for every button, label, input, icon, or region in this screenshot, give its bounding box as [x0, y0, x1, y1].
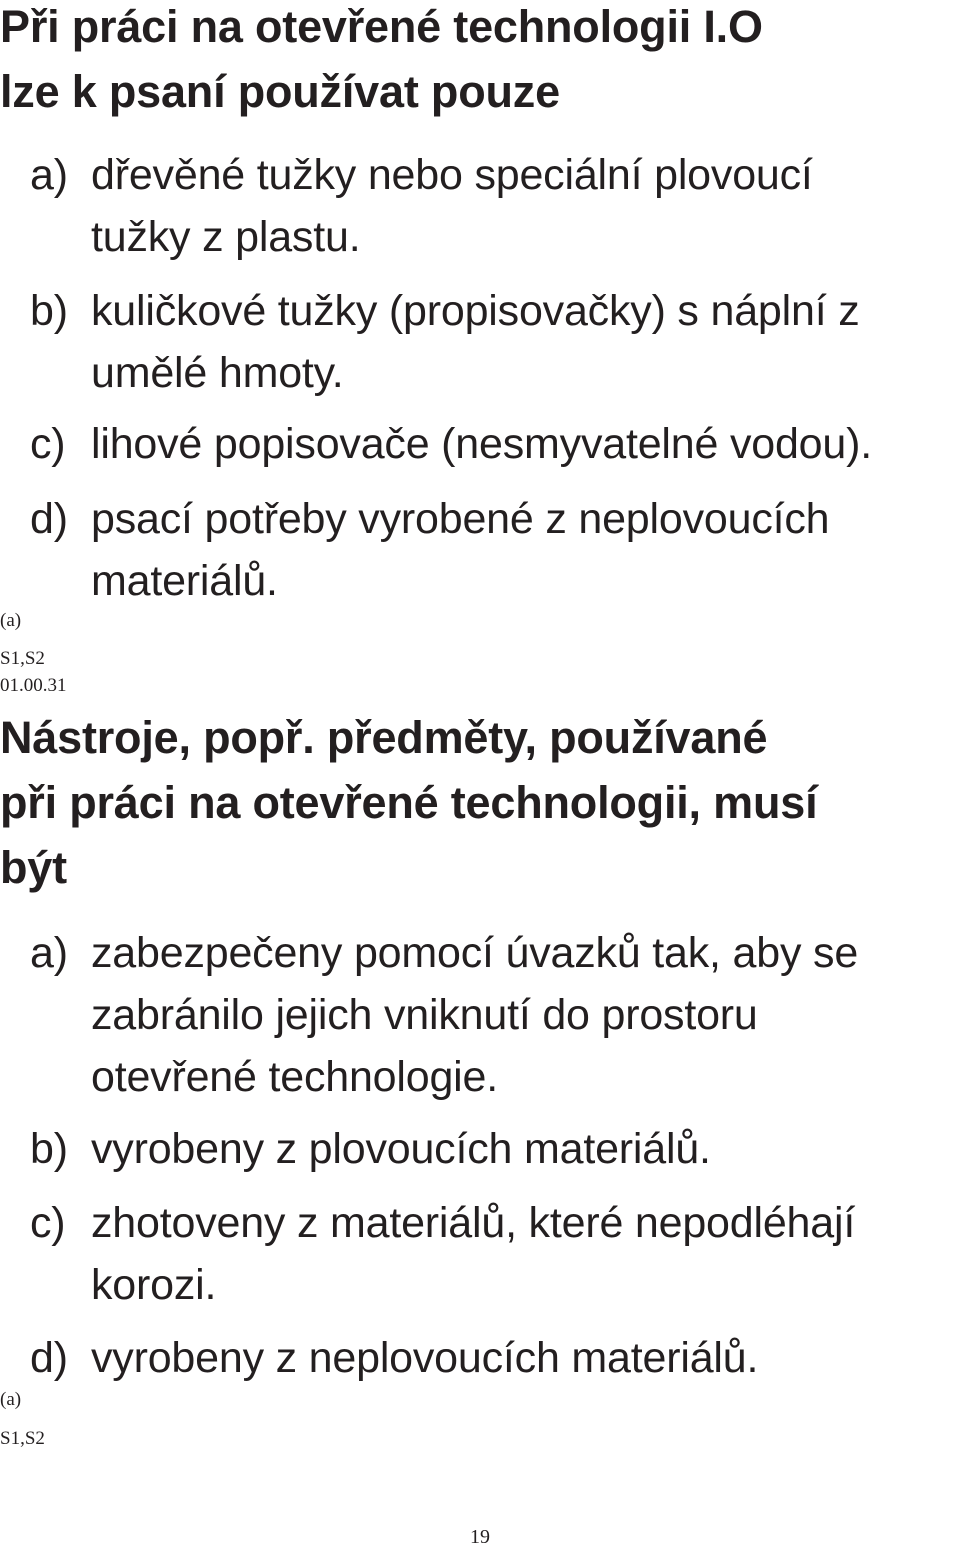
answer-text-line: korozi. — [91, 1261, 217, 1309]
answer-text — [91, 413, 872, 475]
question-2-answer-d[interactable] — [30, 1327, 958, 1389]
question-1-categories: S1,S2 — [0, 648, 45, 669]
answer-letter: c) — [30, 1199, 66, 1247]
question-1-answer-d[interactable] — [30, 488, 958, 612]
answer-text-line: psací potřeby vyrobené z neplovoucích — [91, 495, 830, 543]
answer-text — [91, 1327, 758, 1389]
answer-text-line: dřevěné tužky nebo speciální plovoucí — [91, 151, 813, 199]
answer-letter: b) — [30, 1125, 68, 1173]
answer-text — [91, 280, 860, 404]
answer-text-line: umělé hmoty. — [91, 349, 344, 397]
answer-letter: c) — [30, 420, 66, 468]
question-2-answer-b[interactable] — [30, 1118, 958, 1180]
answer-text-line: tužky z plastu. — [91, 213, 361, 261]
question-2-title-line: Nástroje, popř. předměty, používané — [0, 712, 768, 763]
question-2-correct-answer: (a) — [0, 1389, 22, 1410]
question-1-title — [0, 0, 958, 124]
answer-text-line: zhotoveny z materiálů, které nepodléhají — [91, 1199, 856, 1247]
answer-text-line: lihové popisovače (nesmyvatelné vodou). — [91, 420, 872, 468]
answer-letter: d) — [30, 1334, 68, 1382]
answer-text-line: vyrobeny z neplovoucích materiálů. — [91, 1334, 759, 1382]
question-1-title-line: Při práci na otevřené technologii I.O — [0, 1, 763, 52]
answer-letter: d) — [30, 495, 68, 543]
answer-text — [91, 488, 829, 612]
answer-text-line: zabezpečeny pomocí úvazků tak, aby se — [91, 929, 859, 977]
answer-text — [91, 144, 813, 268]
question-2-title-line: být — [0, 842, 67, 893]
answer-text-line: vyrobeny z plovoucích materiálů. — [91, 1125, 711, 1173]
question-2-answer-c[interactable] — [30, 1192, 958, 1316]
question-2-answer-a[interactable] — [30, 922, 958, 1108]
answer-text — [91, 1192, 855, 1316]
answer-text-line: zabránilo jejich vniknutí do prostoru — [91, 991, 758, 1039]
answer-text — [91, 922, 858, 1108]
answer-text — [91, 1118, 711, 1180]
answer-text-line: kuličkové tužky (propisovačky) s náplní z — [91, 287, 860, 335]
question-1-answer-c[interactable] — [30, 413, 958, 475]
answer-letter: b) — [30, 287, 68, 335]
question-1-answer-b[interactable] — [30, 280, 958, 404]
page-number: 19 — [470, 1526, 490, 1548]
answer-letter: a) — [30, 151, 68, 199]
question-2-categories: S1,S2 — [0, 1428, 45, 1449]
answer-letter: a) — [30, 929, 68, 977]
question-2-title-line: při práci na otevřené technologii, musí — [0, 777, 818, 828]
question-1-title-line: lze k psaní používat pouze — [0, 66, 560, 117]
answer-text-line: otevřené technologie. — [91, 1053, 498, 1101]
question-1-answer-a[interactable] — [30, 144, 958, 268]
question-1-correct-answer: (a) — [0, 610, 22, 631]
question-2-title — [0, 705, 958, 900]
answer-text-line: materiálů. — [91, 557, 278, 605]
question-2-code: 01.00.31 — [0, 675, 67, 696]
